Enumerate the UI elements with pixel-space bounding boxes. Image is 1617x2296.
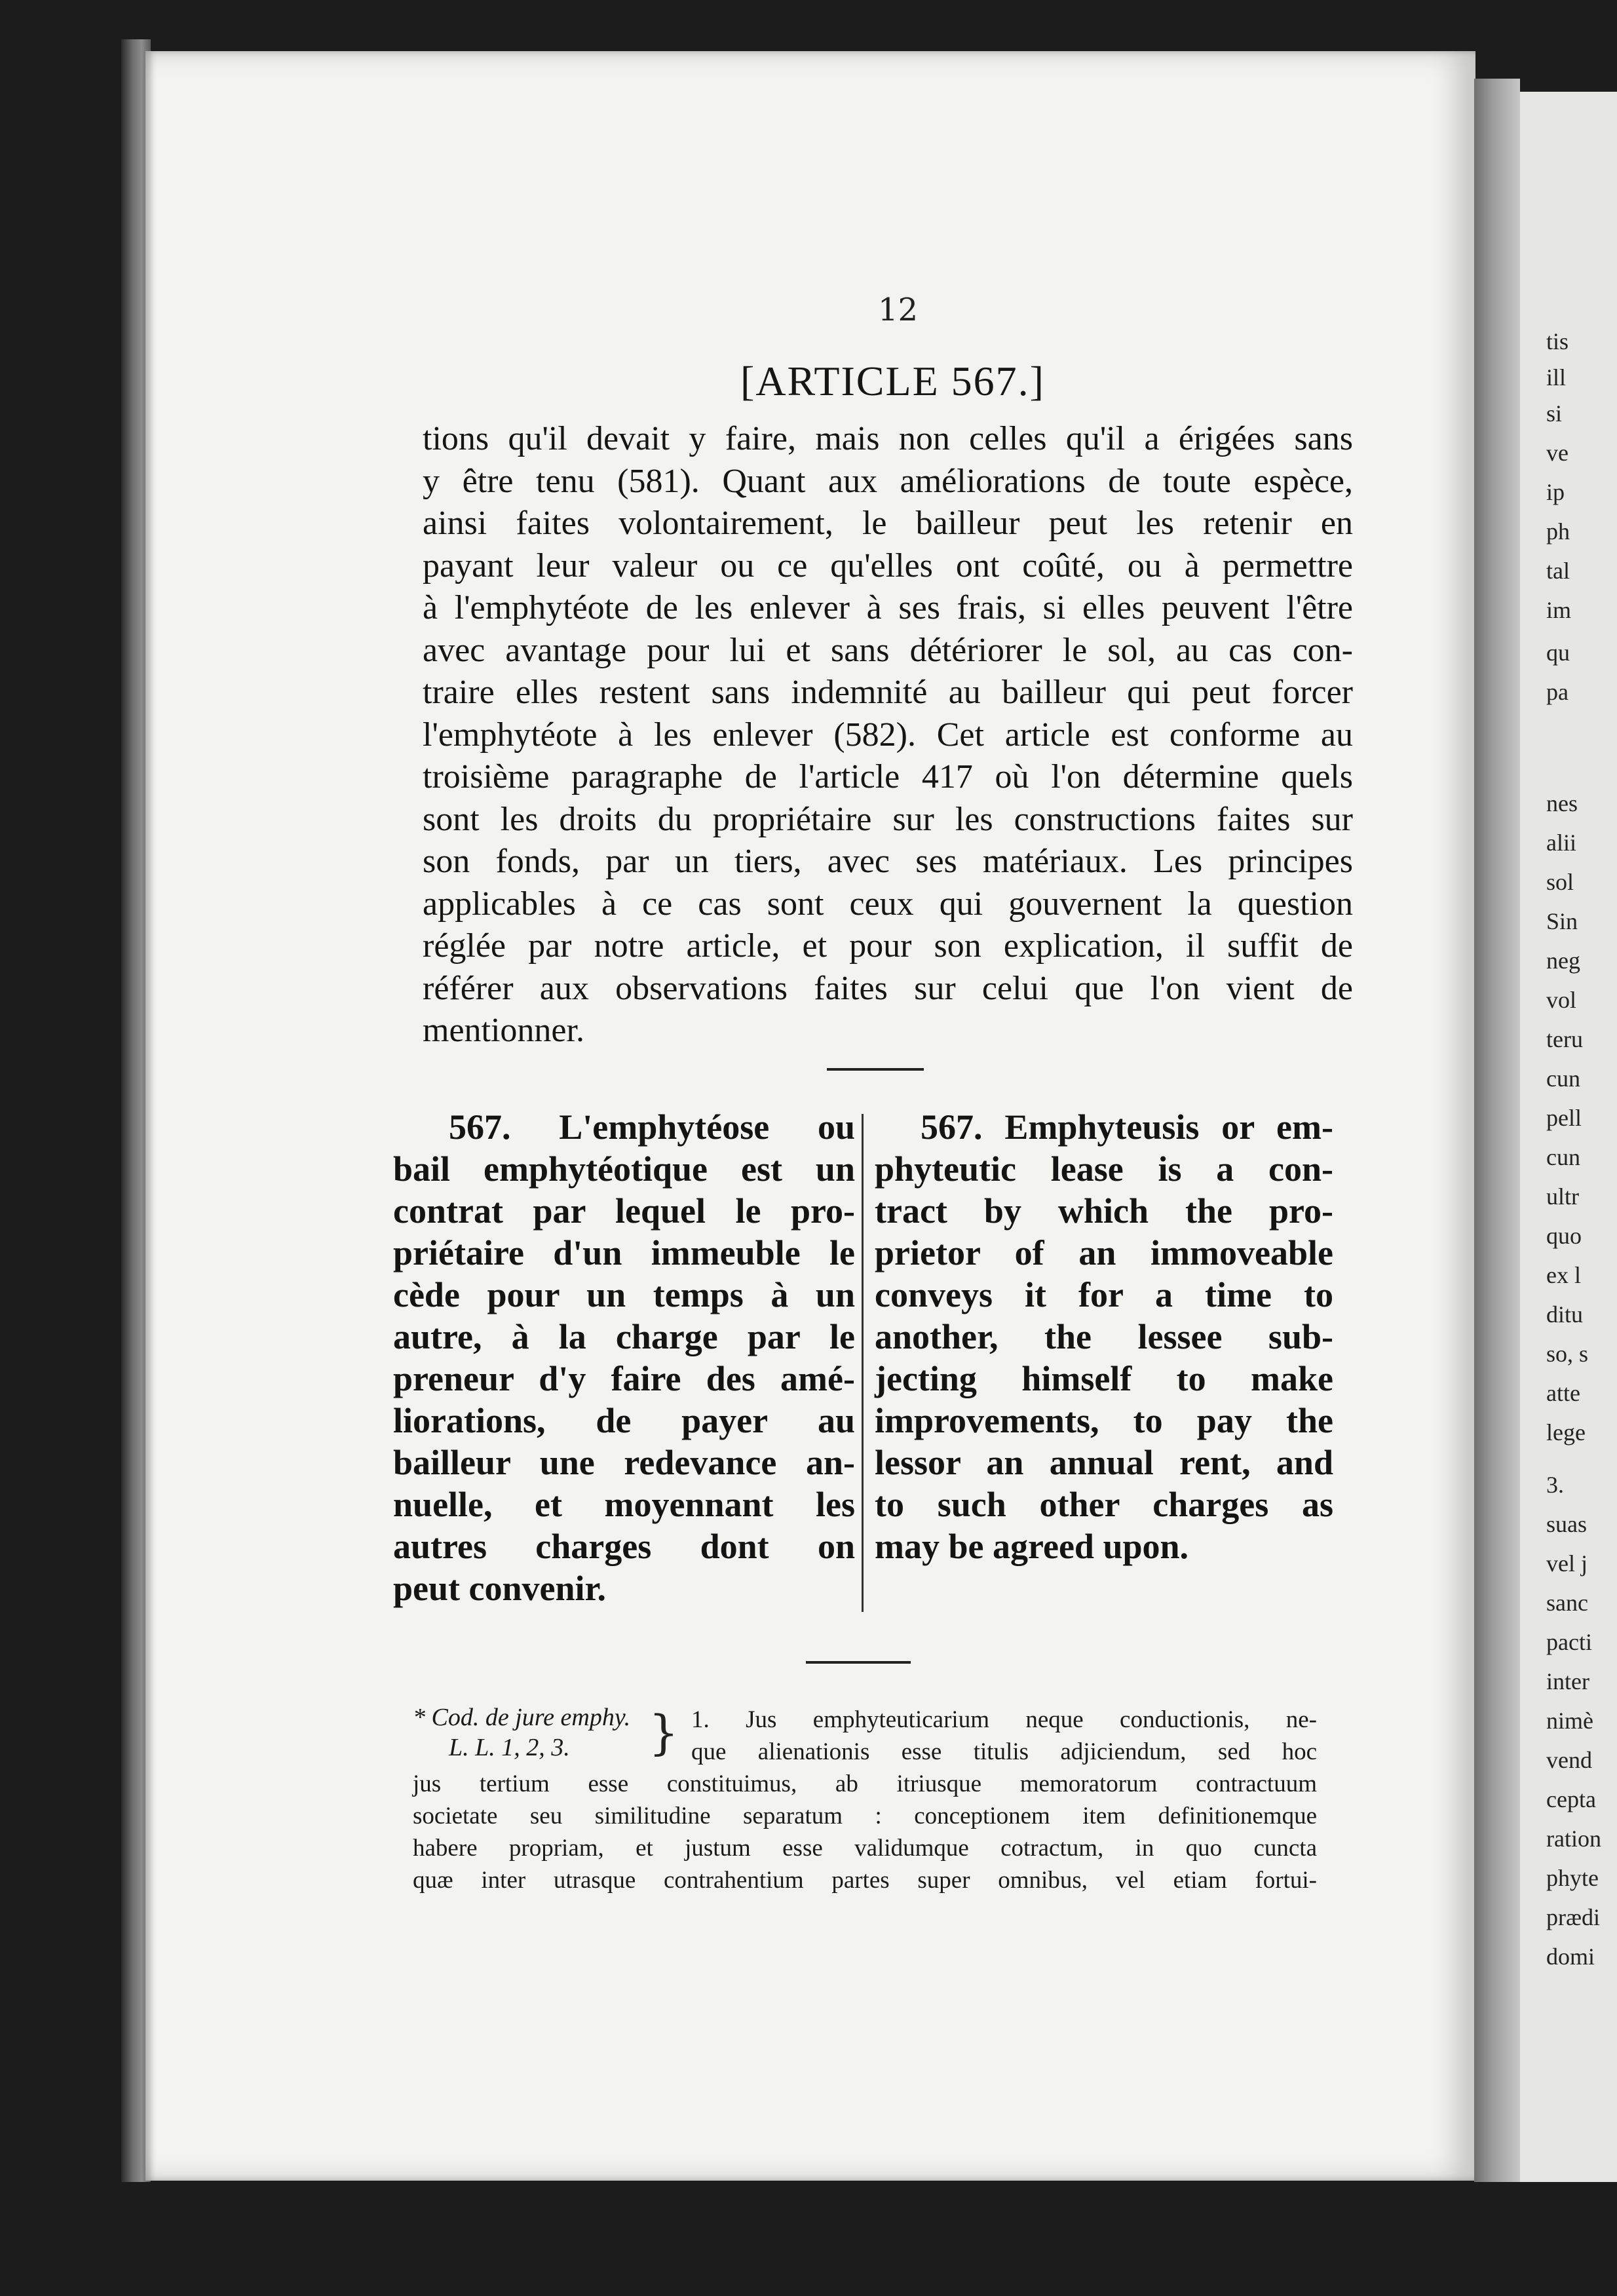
article-line: jecting himself to make [875,1359,1333,1398]
commentary-line: réglée par notre article, et pour son explication, il suffit de [423,927,1353,965]
article-english-column [875,1106,1333,1567]
article-line: phyteutic lease is a con- [875,1149,1333,1189]
facing-page-fragment: ditu [1546,1301,1584,1328]
facing-page-fragment: alii [1546,830,1576,856]
article-line: tract by which the pro- [875,1191,1333,1231]
facing-page [1520,92,1617,2182]
article-line: nuelle, et moyennant les [393,1485,855,1524]
article-line: 567. L'emphytéose ou [449,1107,855,1147]
footnote-line: societate seu similitudine separatum : conceptionem item definitionemque [413,1803,1317,1829]
commentary-line: mentionner. [423,1012,584,1049]
facing-page-fragment: suas [1546,1511,1587,1537]
facing-page-fragment: neg [1546,947,1580,974]
article-line: contrat par lequel le pro- [393,1191,855,1231]
facing-page-fragment: cun [1546,1144,1580,1170]
article-line: autre, à la charge par le [393,1317,855,1356]
footnote-line: que alienationis esse titulis adjiciendum, sed hoc [691,1738,1317,1765]
facing-page-fragment: tal [1546,558,1570,584]
article-line: preneur d'y faire des amé- [393,1359,855,1398]
footnote-line: quæ inter utrasque contrahentium partes super omnibus, vel etiam fortui- [413,1867,1317,1894]
commentary-line: avec avantage pour lui et sans détériorer le sol, au cas con- [423,631,1353,669]
facing-page-fragment: vel j [1546,1550,1588,1577]
footnote-text [413,1704,1317,1896]
commentary-line: tions qu'il devait y faire, mais non celles qu'il a érigées sans [423,420,1353,457]
article-line: liorations, de payer au [393,1401,855,1440]
commentary-line: applicables à ce cas sont ceux qui gouvernent la question [423,885,1353,923]
article-line: priétaire d'un immeuble le [393,1233,855,1272]
footnote-source-ref: L. L. 1, 2, 3. [449,1734,570,1761]
article-line: peut convenir. [393,1569,607,1608]
facing-page-fragment: sol [1546,869,1574,895]
article-line: lessor an annual rent, and [875,1443,1333,1482]
facing-page-fragment: domi [1546,1943,1595,1970]
commentary-line: y être tenu (581). Quant aux améliorations de toute espèce, [423,462,1353,500]
facing-page-fragment: ve [1546,440,1569,466]
brace-icon: } [649,1705,679,1760]
article-heading: [ARTICLE 567.] [740,358,1045,404]
facing-page-fragment: pa [1546,679,1569,705]
article-line: conveys it for a time to [875,1275,1333,1314]
commentary-line: ainsi faites volontairement, le bailleur peut les retenir en [423,505,1353,542]
facing-page-fragment: so, s [1546,1341,1589,1367]
facing-page-fragment: 3. [1546,1472,1564,1498]
facing-page-fragment: teru [1546,1026,1583,1052]
facing-page-fragment: ph [1546,518,1570,545]
commentary-line: sont les droits du propriétaire sur les constructions faites sur [423,800,1353,838]
facing-page-fragment: nimè [1546,1708,1593,1734]
article-line: autres charges dont on [393,1527,855,1566]
facing-page-fragment: lege [1546,1419,1586,1445]
facing-page-fragment: qu [1546,640,1570,666]
commentary-line: référer aux observations faites sur celui que l'on vient de [423,969,1353,1007]
facing-page-fragment: atte [1546,1380,1580,1406]
facing-page-fragment: vol [1546,987,1577,1013]
commentary-line: l'emphytéote à les enlever (582). Cet article est conforme au [423,716,1353,754]
article-line: cède pour un temps à un [393,1275,855,1314]
page-number: 12 [878,292,919,328]
facing-page-fragment: Sin [1546,908,1578,934]
facing-page-fragment: sanc [1546,1590,1588,1616]
footnote-line: habere propriam, et justum esse validumque cotractum, in quo cuncta [413,1835,1317,1862]
commentary-line: troisième paragraphe de l'article 417 où l'on détermine quels [423,758,1353,795]
facing-page-fragment: quo [1546,1223,1582,1249]
article-line: may be agreed upon. [875,1527,1189,1566]
facing-page-fragment: nes [1546,790,1578,816]
article-line: prietor of an immoveable [875,1233,1333,1272]
facing-page-fragment: inter [1546,1668,1589,1694]
footnote-line: jus tertium esse constituimus, ab itriusque memoratorum contractuum [413,1770,1317,1797]
facing-page-fragment: phyte [1546,1865,1599,1891]
facing-page-fragment: ultr [1546,1183,1579,1210]
facing-page-fragment: cepta [1546,1786,1596,1812]
footnote-source-title: * Cod. de jure emphy. [413,1704,631,1731]
article-line: bailleur une redevance an- [393,1443,855,1482]
facing-page-fragment: ip [1546,479,1565,505]
facing-page-fragment: ration [1546,1826,1601,1852]
footnote-divider [806,1661,911,1664]
commentary-line: son fonds, par un tiers, avec ses matériaux. Les principes [423,843,1353,880]
facing-page-fragment: prædi [1546,1904,1601,1930]
facing-page-fragment: cun [1546,1065,1580,1092]
facing-page-fragment: si [1546,400,1563,427]
book-gutter [1474,79,1520,2182]
facing-page-fragment: ill [1546,364,1567,391]
commentary-line: traire elles restent sans indemnité au bailleur qui peut forcer [423,674,1353,711]
article-line: bail emphytéotique est un [393,1149,855,1189]
facing-page-fragment: ex l [1546,1262,1581,1288]
article-line: another, the lessee sub- [875,1317,1333,1356]
article-line: 567. Emphyteusis or em- [921,1107,1333,1147]
facing-page-fragment: im [1546,597,1572,623]
facing-page-fragment: pell [1546,1105,1582,1131]
article-line: to such other charges as [875,1485,1333,1524]
commentary-paragraph [423,418,1353,1052]
column-divider [862,1114,864,1612]
section-divider [827,1068,924,1071]
facing-page-fragment: vend [1546,1747,1592,1773]
facing-page-fragment: pacti [1546,1629,1592,1655]
commentary-line: à l'emphytéote de les enlever à ses frais, si elles peuvent l'être [423,589,1353,626]
footnote-line: 1. Jus emphyteuticarium neque conductionis, ne- [691,1706,1317,1733]
article-line: improvements, to pay the [875,1401,1333,1440]
facing-page-fragment: tis [1546,328,1569,354]
commentary-line: payant leur valeur ou ce qu'elles ont coûté, ou à permettre [423,546,1353,584]
article-french-column [393,1106,855,1609]
